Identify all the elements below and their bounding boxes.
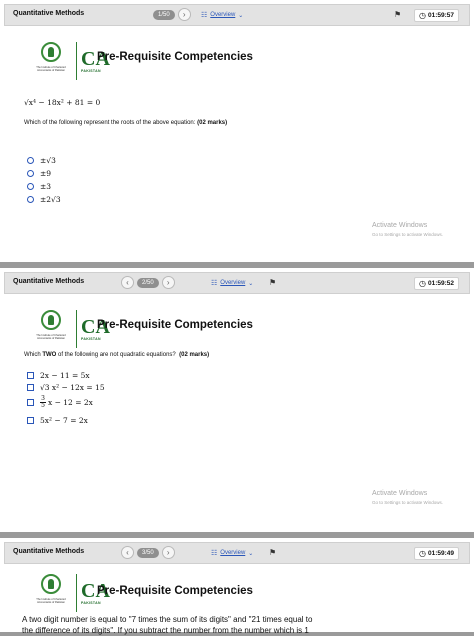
- radio-button[interactable]: [27, 157, 34, 164]
- logo-pakistan: PAKISTAN: [81, 69, 101, 73]
- timer-value: 01:59:52: [427, 280, 454, 287]
- question-counter: 1/50: [153, 10, 175, 20]
- option-3[interactable]: [27, 396, 93, 409]
- option-2[interactable]: [27, 383, 105, 392]
- app-title: Quantitative Methods: [13, 548, 85, 555]
- page-heading: Pre-Requisite Competencies: [97, 319, 253, 331]
- emblem-icon: [41, 310, 61, 330]
- clock-icon: ◷: [418, 549, 426, 558]
- question-page-1: [0, 0, 474, 262]
- question-counter: 2/50: [137, 278, 159, 288]
- question-text: Which of the following represent the roots of the above equation: (02 marks): [24, 120, 228, 126]
- option-4[interactable]: [27, 416, 88, 425]
- exam-timer: [414, 547, 459, 560]
- exam-toolbar: [4, 272, 470, 294]
- checkbox[interactable]: [27, 399, 34, 406]
- chevron-down-icon: ⌄: [238, 12, 244, 19]
- logo-ca: CA: [81, 580, 110, 602]
- question-navigator: [121, 546, 175, 559]
- chevron-left-icon[interactable]: ‹: [121, 276, 134, 289]
- exam-timer: [414, 277, 459, 290]
- flag-icon[interactable]: ⚑: [269, 548, 277, 557]
- checkbox[interactable]: [27, 417, 34, 424]
- checkbox[interactable]: [27, 372, 34, 379]
- option-label: 2x − 11 = 5x: [40, 371, 90, 380]
- marks: (02 marks): [197, 120, 228, 126]
- fraction: $\frac{3}{5}$: [41, 395, 45, 409]
- option-4[interactable]: [27, 195, 61, 204]
- option-label: ±2√3: [40, 195, 61, 204]
- marks: (02 marks): [179, 352, 210, 358]
- option-1[interactable]: [27, 371, 90, 380]
- chevron-right-icon[interactable]: ›: [162, 546, 175, 559]
- option-label: ±√3: [40, 156, 56, 165]
- chevron-left-icon[interactable]: ‹: [121, 546, 134, 559]
- flag-icon[interactable]: ⚑: [269, 278, 277, 287]
- option-3[interactable]: [27, 182, 51, 191]
- watermark-sub: Go to Settings to activate Windows.: [372, 232, 444, 237]
- exam-timer: [414, 9, 459, 22]
- emblem-icon: [41, 42, 61, 62]
- institute-name: The Institute of Chartered Accountants of Pakistan: [36, 66, 66, 72]
- option-label: √3 x² − 12x = 15: [40, 383, 105, 392]
- equation: √x⁴ − 18x² + 81 = 0: [24, 98, 101, 107]
- question-counter: 3/50: [137, 548, 159, 558]
- watermark-title: Activate Windows: [372, 490, 428, 497]
- grid-list-icon: ☷: [211, 550, 218, 557]
- question-text-line-2: the difference of its digits". If you subtract the number from the number which is 1: [22, 626, 309, 635]
- page-heading: Pre-Requisite Competencies: [97, 585, 253, 597]
- app-title: Quantitative Methods: [13, 278, 85, 285]
- emphasis: TWO: [42, 352, 57, 358]
- question-page-3: [0, 538, 474, 635]
- option-2[interactable]: [27, 169, 51, 178]
- option-1[interactable]: [27, 156, 56, 165]
- clock-icon: ◷: [418, 279, 426, 288]
- timer-value: 01:59:57: [427, 12, 454, 19]
- option-label: x − 12 = 2x: [48, 397, 93, 407]
- question-navigator: [121, 276, 175, 289]
- logo-pakistan: PAKISTAN: [81, 601, 101, 605]
- page-heading: Pre-Requisite Competencies: [97, 51, 253, 63]
- institute-name: The Institute of Chartered Accountants of Pakistan: [36, 334, 66, 340]
- timer-value: 01:59:49: [427, 550, 454, 557]
- overview-label: Overview: [210, 12, 236, 18]
- clock-icon: ◷: [418, 11, 426, 20]
- radio-button[interactable]: [27, 196, 34, 203]
- question-text: Which TWO of the following are not quadratic equations? (02 marks): [24, 352, 210, 358]
- overview-link[interactable]: [211, 279, 253, 287]
- exam-toolbar: [4, 542, 470, 564]
- logo-pakistan: PAKISTAN: [81, 337, 101, 341]
- checkbox[interactable]: [27, 384, 34, 391]
- chevron-right-icon[interactable]: ›: [178, 8, 191, 21]
- app-title: Quantitative Methods: [13, 10, 85, 17]
- option-label: ±3: [40, 182, 52, 191]
- flag-icon[interactable]: ⚑: [394, 10, 402, 19]
- overview-link[interactable]: [201, 11, 243, 19]
- overview-label: Overview: [220, 550, 246, 556]
- question-page-2: [0, 268, 474, 532]
- grid-list-icon: ☷: [211, 280, 218, 287]
- chevron-right-icon[interactable]: ›: [162, 276, 175, 289]
- radio-button[interactable]: [27, 170, 34, 177]
- option-label: ±9: [40, 169, 52, 178]
- watermark-sub: Go to Settings to activate Windows.: [372, 500, 444, 505]
- logo-ca: CA: [81, 48, 110, 70]
- grid-list-icon: ☷: [201, 12, 208, 19]
- overview-label: Overview: [220, 280, 246, 286]
- question-text-line-1: A two digit number is equal to "7 times the sum of its digits" and "21 times equal to: [22, 615, 313, 624]
- chevron-down-icon: ⌄: [248, 280, 254, 287]
- exam-toolbar: [4, 4, 470, 26]
- institute-name: The Institute of Chartered Accountants of Pakistan: [36, 598, 66, 604]
- option-label: 5x² − 7 = 2x: [40, 416, 88, 425]
- radio-button[interactable]: [27, 183, 34, 190]
- logo-ca: CA: [81, 316, 110, 338]
- chevron-down-icon: ⌄: [248, 550, 254, 557]
- overview-link[interactable]: [211, 549, 253, 557]
- question-navigator: [153, 8, 191, 21]
- watermark-title: Activate Windows: [372, 222, 428, 229]
- emblem-icon: [41, 574, 61, 594]
